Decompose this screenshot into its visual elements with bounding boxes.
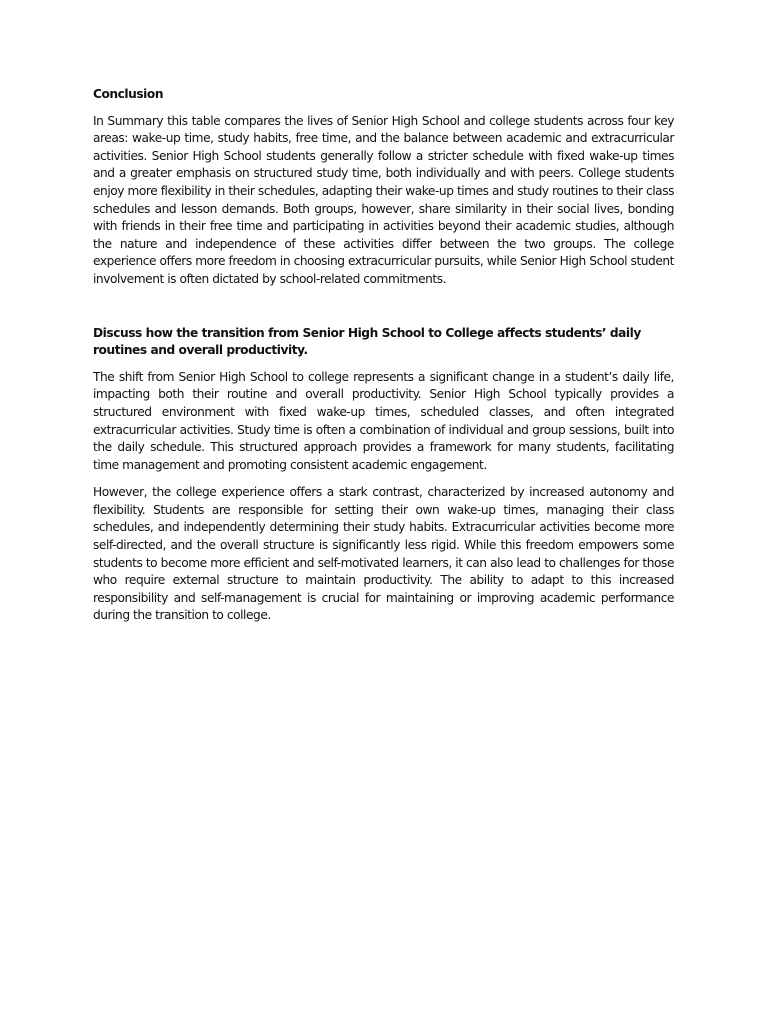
document-body bbox=[93, 86, 674, 635]
discussion-paragraph-2: However, the college experience offers a stark contrast, characterized by increased autonomy and flexibility. Students are responsible for setting their own wake-up times, managing their class schedules, and independently determining their study habits. Extracurricular activities become more self-directed, and the overall structure is significantly less rigid. While this freedom empowers some students to become more efficient and self-motivated learners, it can also lead to challenges for those who require external structure to maintain productivity. The ability to adapt to this increased responsibility and self-management is crucial for maintaining or improving academic performance during the transition to college. bbox=[93, 485, 674, 623]
section-spacer bbox=[93, 299, 674, 325]
discussion-paragraph-1: The shift from Senior High School to college represents a significant change in a student’s daily life, impacting both their routine and overall productivity. Senior High School typically provides a structured environment with fixed wake-up times, scheduled classes, and often integrated extracurricular activities. Study time is often a combination of individual and group sessions, built into the daily schedule. This structured approach provides a framework for many students, facilitating time management and promoting consistent academic engagement. bbox=[93, 369, 674, 472]
discussion-heading: Discuss how the transition from Senior High School to College affects students’ daily routines and overall productivity. bbox=[93, 325, 641, 358]
conclusion-paragraph: In Summary this table compares the lives of Senior High School and college students across four key areas: wake-up time, study habits, free time, and the balance between academic and extracurricular activities. Senior High School students generally follow a stricter schedule with fixed wake-up times and a greater emphasis on structured study time, both individually and with peers. College students enjoy more flexibility in their schedules, adapting their wake-up times and study routines to their class schedules and lesson demands. Both groups, however, share similarity in their social lives, bonding with friends in their free time and participating in activities beyond their academic studies, although the nature and independence of these activities differ between the two groups. The college experience offers more freedom in choosing extracurricular pursuits, while Senior High School student involvement is often dictated by school-related commitments. bbox=[93, 113, 674, 286]
conclusion-heading: Conclusion bbox=[93, 87, 164, 101]
